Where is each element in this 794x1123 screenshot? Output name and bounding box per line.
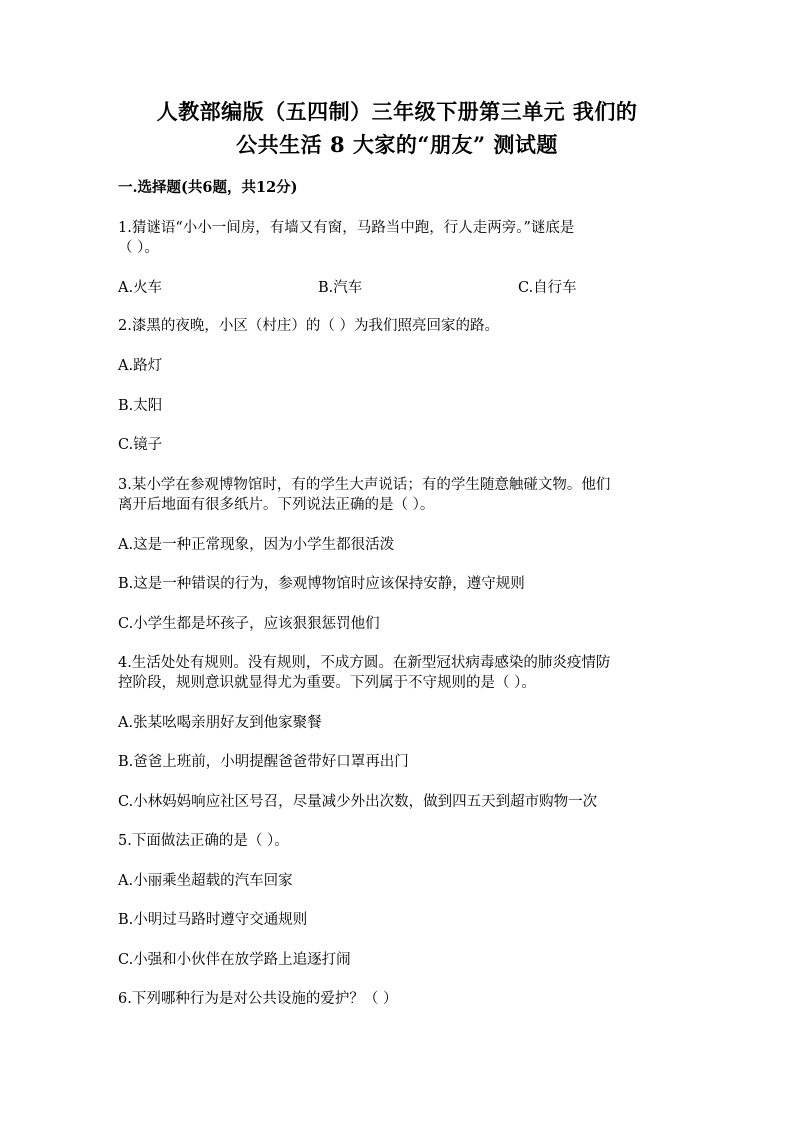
question-stem: 6.下列哪种行为是对公共设施的爱护？（ ）	[118, 991, 398, 1007]
option-a: A.小丽乘坐超载的汽车回家	[118, 873, 293, 889]
option-a: A.路灯	[118, 358, 163, 374]
question-stem: 2.漆黑的夜晚，小区（村庄）的（ ）为我们照亮回家的路。	[118, 318, 499, 334]
option-a: A.火车	[118, 280, 163, 296]
option-c: C.小林妈妈响应社区号召，尽量减少外出次数，做到四五天到超市购物一次	[118, 794, 598, 810]
option-a: A.张某吆喝亲朋好友到他家聚餐	[118, 715, 322, 731]
option-b: B.小明过马路时遵守交通规则	[118, 912, 308, 928]
option-a: A.这是一种正常现象，因为小学生都很活泼	[118, 537, 395, 553]
question-stem: 5.下面做法正确的是（ ）。	[118, 833, 289, 849]
question-stem: 3.某小学在参观博物馆时，有的学生大声说话；有的学生随意触碰文物。他们	[118, 477, 611, 493]
document-title-line-1: 人教部编版（五四制）三年级下册第三单元 我们的	[156, 99, 638, 124]
option-c: C.小强和小伙伴在放学路上追逐打闹	[118, 952, 351, 968]
option-c: C.小学生都是坏孩子，应该狠狠惩罚他们	[118, 616, 380, 632]
option-b: B.太阳	[118, 398, 163, 414]
option-b: B.爸爸上班前，小明提醒爸爸带好口罩再出门	[118, 754, 409, 770]
option-c: C.镜子	[118, 437, 163, 453]
question-stem: 1.猜谜语“小小一间房，有墙又有窗，马路当中跑，行人走两旁。”谜底是	[118, 220, 575, 236]
option-b: B.这是一种错误的行为，参观博物馆时应该保持安静，遵守规则	[118, 576, 525, 592]
question-stem: 离开后地面有很多纸片。下列说法正确的是（ ）。	[118, 497, 435, 513]
document-title-line-2: 公共生活 8 大家的“朋友” 测试题	[236, 132, 558, 157]
question-stem: 控阶段，规则意识就显得尤为重要。下列属于不守规则的是（ ）。	[118, 675, 536, 691]
option-c: C.自行车	[518, 280, 577, 296]
question-stem: 4.生活处处有规则。没有规则，不成方圆。在新型冠状病毒感染的肺炎疫情防	[118, 655, 611, 671]
question-stem: （ ）。	[118, 240, 159, 256]
option-b: B.汽车	[318, 280, 363, 296]
section-heading: 一.选择题(共6题，共12分)	[118, 179, 298, 196]
